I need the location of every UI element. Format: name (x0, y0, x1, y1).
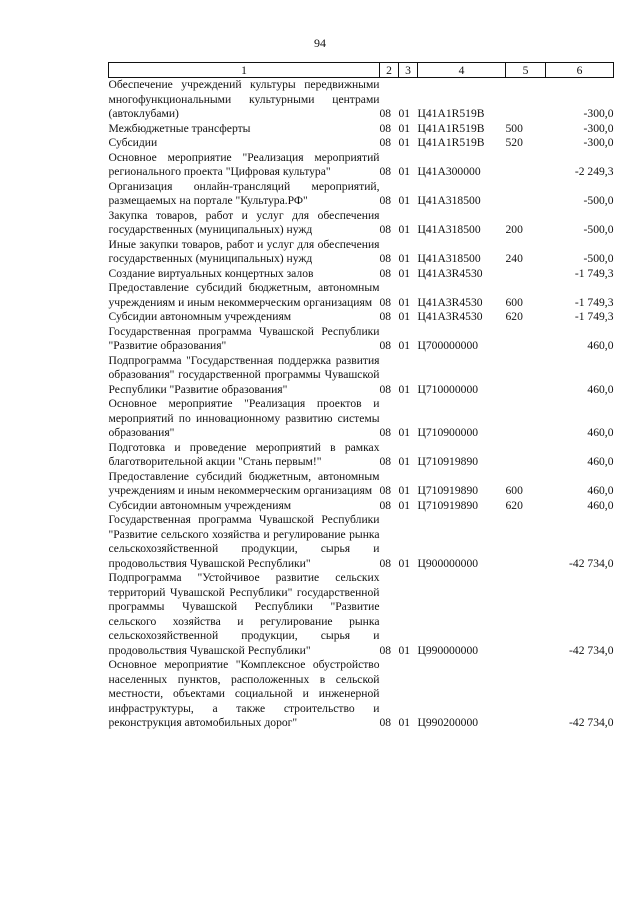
cell-subsection: 01 (398, 165, 411, 178)
cell-name: Основное мероприятие "Реализация мероприятий регионального проекта "Цифровая культура" (108, 150, 380, 178)
page-number: 94 (314, 36, 326, 50)
cell-section: 08 (379, 165, 392, 178)
table-row (109, 180, 614, 209)
cell-expense-type (506, 267, 546, 282)
cell-target-article: Ц990000000 (417, 643, 479, 657)
cell-section: 08 (379, 382, 392, 396)
cell-section: 08 (379, 556, 392, 570)
cell-name: Межбюджетные трансферты (108, 121, 251, 135)
cell-amount: -300,0 (583, 136, 614, 149)
cell-target-article: Ц41А3R4530 (417, 310, 483, 323)
cell-name: Предоставление субсидий бюджетным, автономным учреждениям и иным некоммерческим организациям (108, 281, 380, 309)
cell-target-article: Ц41А300000 (417, 165, 481, 178)
cell-expense-type: 500 (505, 121, 523, 135)
cell-target-article: Ц990200000 (417, 716, 479, 729)
header-col-4: 4 (418, 63, 506, 78)
cell-section: 08 (379, 426, 392, 439)
table-row (109, 513, 614, 571)
cell-name: Подпрограмма "Устойчивое развитие сельских территорий Чувашской Республики" государственной программы Чувашской Республики "Развитие сельского хозяйства и регулирование рынка сельскохозяйственной продукции, сырья и продовольствия Чувашской Республики" (108, 571, 380, 657)
cell-name: Закупка товаров, работ и услуг для обеспечения государственных (муниципальных) нужд (108, 208, 380, 236)
table-row (109, 441, 614, 470)
table-row (109, 281, 614, 310)
cell-section: 08 (379, 339, 392, 352)
cell-section: 08 (379, 295, 392, 309)
table-row (109, 136, 614, 151)
header-col-1: 1 (109, 63, 380, 78)
cell-amount: -500,0 (583, 194, 614, 207)
cell-amount: -300,0 (583, 121, 614, 135)
cell-name: Субсидии автономным учреждениям (108, 498, 292, 512)
cell-name: Государственная программа Чувашской Республики "Развитие образования" (108, 324, 380, 352)
cell-expense-type (506, 513, 546, 571)
cell-name: Подпрограмма "Государственная поддержка развития образования" государственной программы Чувашской Республики "Развитие образования" (108, 353, 380, 396)
cell-subsection: 01 (398, 498, 411, 512)
cell-name: Подготовка и проведение мероприятий в рамках благотворительной акции "Стань первым!" (108, 440, 380, 468)
cell-subsection: 01 (398, 136, 411, 149)
cell-amount: -42 734,0 (569, 643, 614, 657)
cell-name: Основное мероприятие "Реализация проектов и мероприятий по инновационному развитию системы образования" (108, 397, 380, 439)
cell-name: Государственная программа Чувашской Республики "Развитие сельского хозяйства и регулирование рынка сельскохозяйственной продукции, сырья и продовольствия Чувашской Республики" (108, 513, 380, 570)
cell-name: Иные закупки товаров, работ и услуг для обеспечения государственных (муниципальных) нужд (108, 237, 380, 265)
cell-expense-type: 520 (505, 136, 523, 149)
cell-amount: -500,0 (583, 223, 614, 236)
table-row (109, 470, 614, 499)
cell-target-article: Ц710919890 (417, 498, 479, 512)
cell-target-article: Ц900000000 (417, 556, 479, 570)
table-row (109, 151, 614, 180)
table-row (109, 325, 614, 354)
cell-section: 08 (379, 194, 392, 207)
cell-expense-type (506, 151, 546, 180)
cell-expense-type (506, 354, 546, 398)
cell-amount: -1 749,3 (574, 310, 614, 323)
cell-target-article: Ц41А1R519В (417, 121, 485, 135)
cell-section: 08 (379, 643, 392, 657)
cell-section: 08 (379, 121, 392, 135)
cell-subsection: 01 (398, 107, 411, 120)
cell-expense-type (506, 78, 546, 122)
table-row (109, 397, 614, 441)
cell-target-article: Ц710900000 (417, 426, 479, 439)
cell-expense-type: 240 (505, 252, 523, 265)
cell-section: 08 (379, 136, 392, 149)
table-row (109, 658, 614, 731)
cell-subsection: 01 (398, 484, 411, 497)
cell-expense-type (506, 658, 546, 731)
cell-target-article: Ц710919890 (417, 484, 479, 497)
cell-amount: -300,0 (583, 107, 614, 120)
cell-target-article: Ц41А3R4530 (417, 266, 483, 280)
cell-section: 08 (379, 107, 392, 120)
cell-target-article: Ц41А1R519В (417, 107, 485, 120)
cell-subsection: 01 (398, 455, 411, 468)
table-row (109, 209, 614, 238)
cell-section: 08 (379, 223, 392, 236)
cell-target-article: Ц710000000 (417, 382, 479, 396)
cell-subsection: 01 (398, 716, 411, 729)
cell-subsection: 01 (398, 643, 411, 657)
table-body (109, 78, 614, 731)
cell-section: 08 (379, 310, 392, 323)
cell-name: Обеспечение учреждений культуры передвижными многофункциональными культурными центрами (автоклубами) (108, 78, 380, 120)
cell-name: Организация онлайн-трансляций мероприятий, размещаемых на портале "Культура.РФ" (108, 179, 380, 207)
table-row (109, 78, 614, 122)
cell-expense-type: 620 (505, 498, 523, 512)
cell-target-article: Ц41А3R4530 (417, 295, 483, 309)
cell-expense-type (506, 441, 546, 470)
cell-expense-type: 600 (505, 484, 523, 497)
cell-subsection: 01 (398, 339, 411, 352)
cell-amount: 460,0 (587, 426, 614, 439)
cell-name: Субсидии (108, 136, 158, 149)
cell-expense-type (506, 325, 546, 354)
cell-subsection: 01 (398, 426, 411, 439)
header-col-5: 5 (506, 63, 546, 78)
table-row (109, 267, 614, 282)
header-col-6: 6 (546, 63, 614, 78)
cell-subsection: 01 (398, 310, 411, 323)
header-col-2: 2 (380, 63, 399, 78)
cell-target-article: Ц710919890 (417, 455, 479, 468)
header-col-3: 3 (399, 63, 418, 78)
cell-name: Предоставление субсидий бюджетным, автономным учреждениям и иным некоммерческим организациям (108, 469, 380, 497)
table-row (109, 571, 614, 658)
table-row (109, 310, 614, 325)
cell-section: 08 (379, 716, 392, 729)
table-row (109, 238, 614, 267)
cell-amount: -2 249,3 (574, 165, 614, 178)
cell-expense-type (506, 571, 546, 658)
cell-section: 08 (379, 484, 392, 497)
cell-amount: -1 749,3 (574, 295, 614, 309)
cell-amount: 460,0 (587, 382, 614, 396)
cell-amount: 460,0 (587, 455, 614, 468)
cell-subsection: 01 (398, 121, 411, 135)
cell-section: 08 (379, 266, 392, 280)
cell-expense-type: 600 (505, 295, 523, 309)
cell-amount: -1 749,3 (574, 266, 614, 280)
cell-target-article: Ц700000000 (417, 339, 479, 352)
table-row (109, 499, 614, 514)
cell-expense-type (506, 180, 546, 209)
cell-subsection: 01 (398, 223, 411, 236)
cell-section: 08 (379, 252, 392, 265)
table-row (109, 122, 614, 137)
cell-subsection: 01 (398, 194, 411, 207)
cell-subsection: 01 (398, 252, 411, 265)
cell-amount: -500,0 (583, 252, 614, 265)
cell-amount: 460,0 (587, 339, 614, 352)
cell-target-article: Ц41А1R519В (417, 136, 485, 149)
cell-name: Субсидии автономным учреждениям (108, 310, 292, 323)
cell-expense-type (506, 397, 546, 441)
cell-expense-type: 620 (505, 310, 523, 323)
cell-target-article: Ц41А318500 (417, 194, 481, 207)
cell-subsection: 01 (398, 556, 411, 570)
table-header-row (109, 63, 614, 78)
table-row (109, 354, 614, 398)
cell-subsection: 01 (398, 382, 411, 396)
cell-section: 08 (379, 455, 392, 468)
cell-expense-type: 200 (505, 223, 523, 236)
cell-section: 08 (379, 498, 392, 512)
cell-target-article: Ц41А318500 (417, 223, 481, 236)
cell-subsection: 01 (398, 266, 411, 280)
cell-amount: -42 734,0 (569, 556, 614, 570)
cell-amount: 460,0 (587, 498, 614, 512)
cell-subsection: 01 (398, 295, 411, 309)
cell-amount: -42 734,0 (569, 716, 614, 729)
cell-amount: 460,0 (587, 484, 614, 497)
cell-target-article: Ц41А318500 (417, 252, 481, 265)
budget-table (108, 62, 614, 731)
cell-name: Создание виртуальных концертных залов (108, 266, 314, 280)
cell-name: Основное мероприятие "Комплексное обустройство населенных пунктов, расположенных в сельской местности, объектами социальной и инженерной инфраструктуры, а также строительство и реконструкция автомобильных дорог" (108, 658, 380, 729)
